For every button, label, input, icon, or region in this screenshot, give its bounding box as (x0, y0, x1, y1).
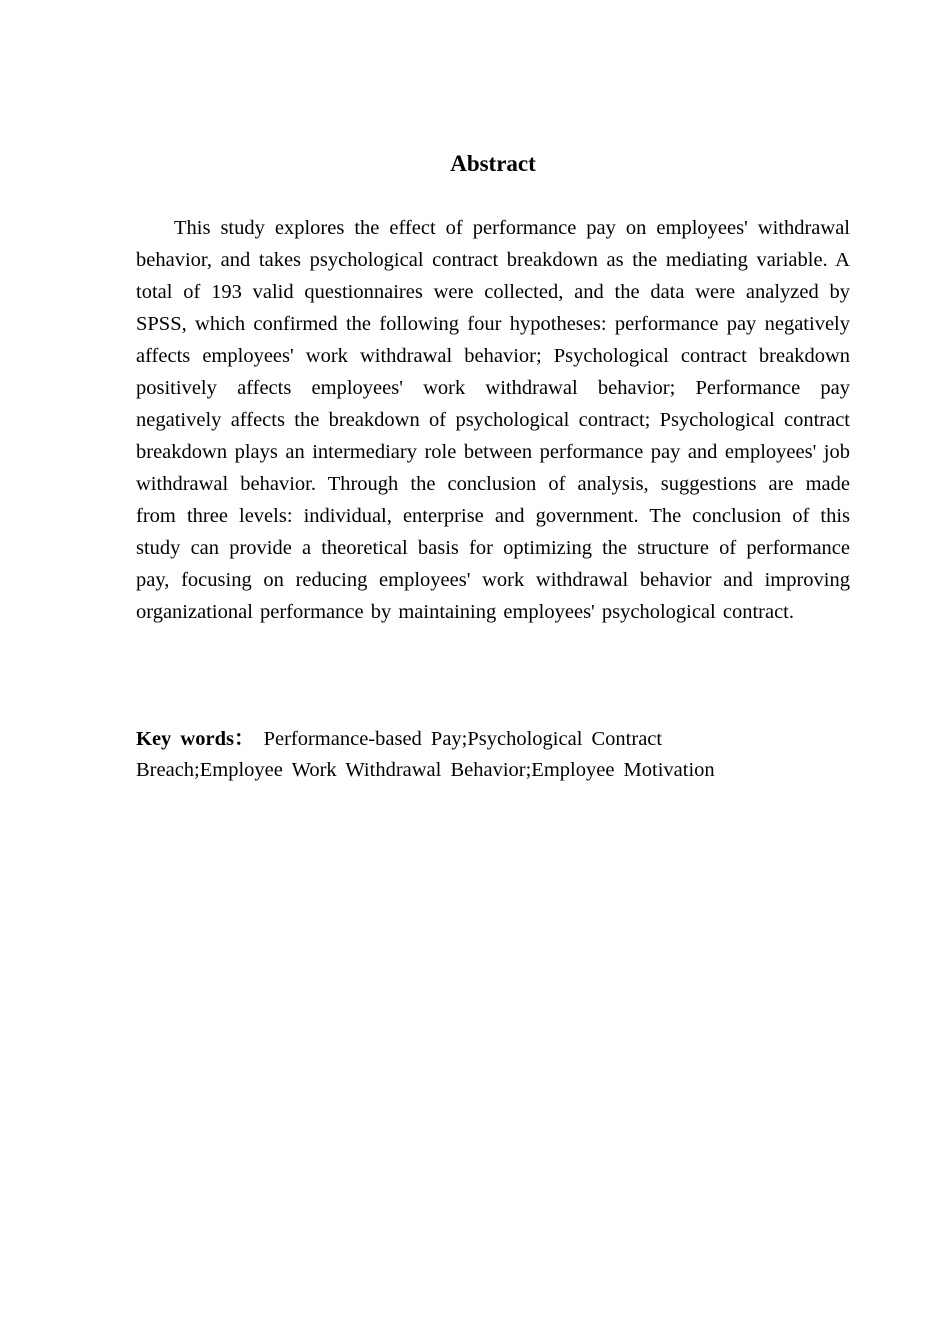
abstract-paragraph: This study explores the effect of performance pay on employees' withdrawal behavior, and takes psychological contract breakdown as the mediating variable. A total of 193 valid questionnaires were collected, and the data were analyzed by SPSS, which confirmed the following four hypotheses: performance pay negatively affects employees' work withdrawal behavior; Psychological contract breakdown positively affects employees' work withdrawal behavior; Performance pay negatively affects the breakdown of psychological contract; Psychological contract breakdown plays an intermediary role between performance pay and employees' job withdrawal behavior. Through the conclusion of analysis, suggestions are made from three levels: individual, enterprise and government. The conclusion of this study can provide a theoretical basis for optimizing the structure of performance pay, focusing on reducing employees' work withdrawal behavior and improving organizational performance by maintaining employees' psychological contract. (136, 217, 850, 623)
keywords-label: Key words： (136, 728, 255, 750)
keywords-list: Performance-based Pay;Psychological Contract Breach;Employee Work Withdrawal Behavior;Employee Motivation (136, 728, 715, 781)
abstract-title: Abstract (450, 151, 536, 176)
keywords-section (136, 724, 776, 786)
